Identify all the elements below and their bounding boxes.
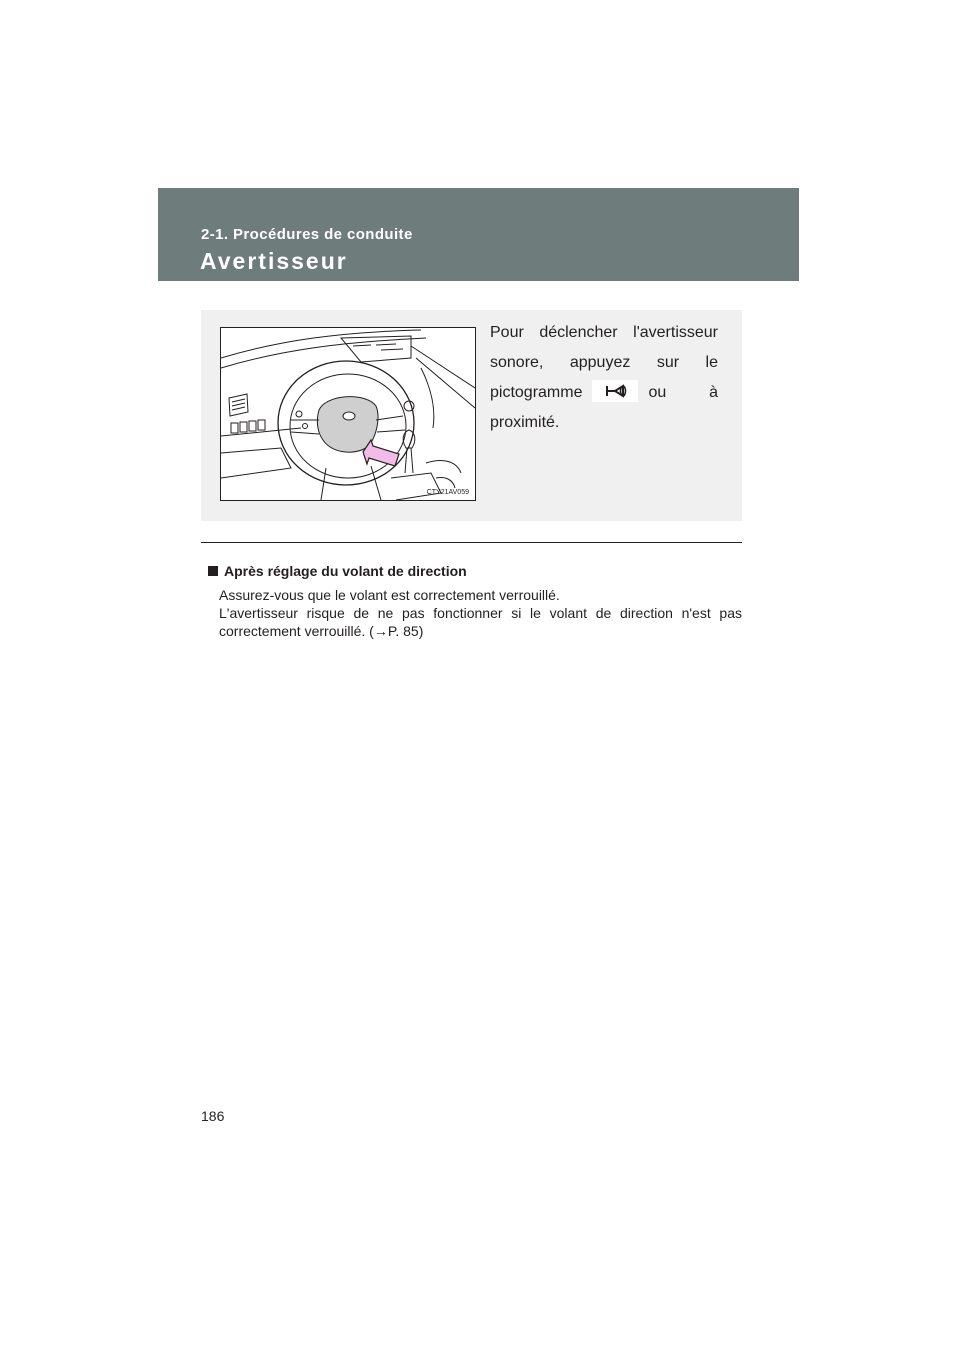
note-line-2-suffix: ) — [418, 623, 424, 639]
horn-icon — [592, 380, 638, 402]
steering-wheel-illustration — [220, 327, 476, 501]
note-body — [219, 586, 742, 640]
page-number: 186 — [201, 1108, 225, 1124]
arrow-symbol: → — [373, 623, 388, 639]
image-code: CTY21AV059 — [426, 489, 469, 496]
note-line-2 — [219, 604, 742, 640]
square-bullet-icon — [208, 566, 218, 576]
dashboard-drawing — [221, 328, 475, 500]
note-line-1: Assurez-vous que le volant est correctement verrouillé. — [219, 587, 560, 603]
instruction-text-before: Pour déclencher l'avertisseur sonore, appuyez sur le pictogramme — [490, 324, 718, 401]
note-line-2-text: L'avertisseur risque de ne pas fonctionner si le volant de direction n'est pas correctement verrouillé. ( — [219, 605, 742, 639]
page-title: Avertisseur — [200, 248, 348, 274]
note-heading-text: Après réglage du volant de direction — [224, 563, 467, 579]
instruction-text-after: ou à proximité. — [490, 384, 718, 431]
page-reference-link[interactable]: P. 85 — [387, 623, 419, 639]
horn-instruction — [490, 318, 718, 438]
pointer-arrow — [363, 440, 399, 466]
section-divider — [201, 542, 742, 543]
section-label: 2-1. Procédures de conduite — [201, 226, 413, 243]
figure-panel — [201, 310, 742, 521]
note-heading — [208, 563, 467, 579]
